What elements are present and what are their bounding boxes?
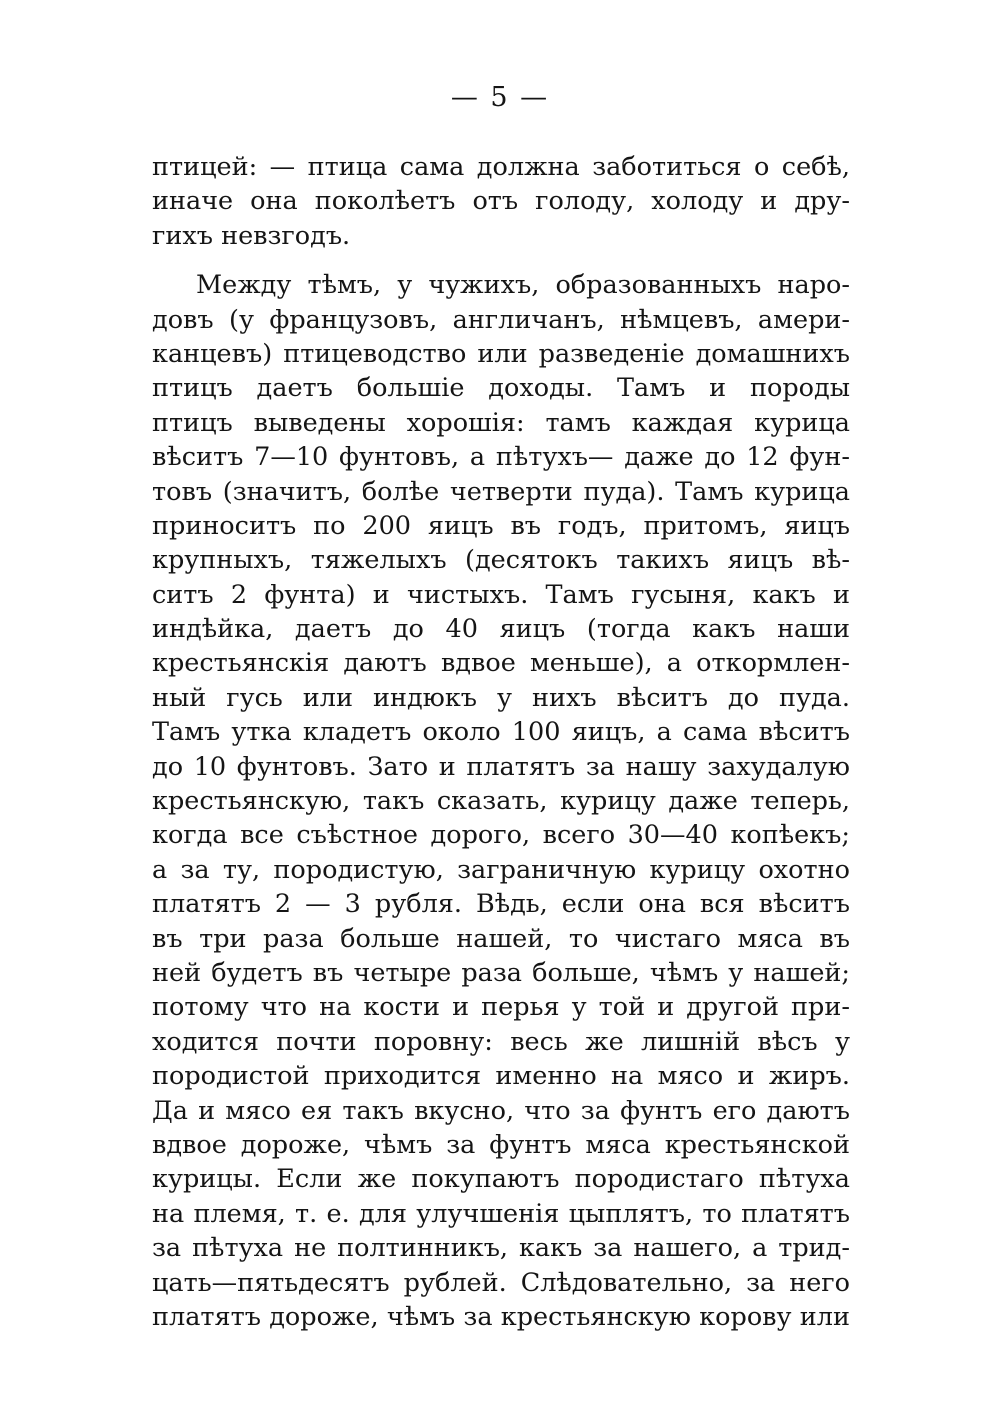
text-line: птицъ даетъ большіе доходы. Тамъ и породы bbox=[152, 373, 850, 404]
text-line: иначе она поколѣетъ отъ голоду, холоду и дру- bbox=[152, 186, 850, 217]
text-line: платятъ 2 — 3 рубля. Вѣдь, если она вся вѣситъ bbox=[152, 889, 850, 920]
paragraph-continuation bbox=[152, 150, 850, 253]
text-line: вѣситъ 7—10 фунтовъ, а пѣтухъ— даже до 12 фун- bbox=[152, 442, 850, 473]
text-line: породистой приходится именно на мясо и жиръ. bbox=[152, 1061, 850, 1092]
text-line: курицы. Если же покупаютъ породистаго пѣтуха bbox=[152, 1164, 850, 1195]
text-line: когда все съѣстное дорого, всего 30—40 копѣекъ; bbox=[152, 820, 850, 851]
text-line: вдвое дороже, чѣмъ за фунтъ мяса крестьянской bbox=[152, 1129, 850, 1160]
text-line: платятъ дороже, чѣмъ за крестьянскую корову или bbox=[152, 1301, 850, 1332]
text-line: довъ (у французовъ, англичанъ, нѣмцевъ, амери- bbox=[152, 304, 850, 335]
text-line: товъ (значитъ, болѣе четверти пуда). Тамъ курица bbox=[152, 476, 850, 507]
page-number: — 5 — bbox=[450, 82, 550, 113]
text-line: Да и мясо ея такъ вкусно, что за фунтъ его даютъ bbox=[152, 1095, 850, 1126]
text-line: крупныхъ, тяжелыхъ (десятокъ такихъ яицъ вѣ- bbox=[152, 545, 850, 576]
text-line: ный гусь или индюкъ у нихъ вѣситъ до пуда. bbox=[152, 682, 850, 713]
paragraph-spacing bbox=[152, 253, 850, 268]
text-line: канцевъ) птицеводство или разведеніе домашнихъ bbox=[152, 338, 850, 369]
text-line: крестьянскія даютъ вдвое меньше), а откормлен- bbox=[152, 648, 850, 679]
text-line: ней будетъ въ четыре раза больше, чѣмъ у нашей; bbox=[152, 957, 850, 988]
text-line: индѣйка, даетъ до 40 яицъ (тогда какъ наши bbox=[152, 614, 850, 645]
text-line: цать—пятьдесятъ рублей. Слѣдовательно, за него bbox=[152, 1267, 850, 1298]
text-line: Между тѣмъ, у чужихъ, образованныхъ наро- bbox=[196, 270, 850, 301]
text-line: птицъ выведены хорошія: тамъ каждая курица bbox=[152, 407, 850, 438]
text-line: до 10 фунтовъ. Зато и платятъ за нашу захудалую bbox=[152, 751, 850, 782]
text-line: ходится почти поровну: весь же лишній вѣсъ у bbox=[152, 1026, 850, 1057]
text-line: крестьянскую, такъ сказать, курицу даже теперь, bbox=[152, 786, 850, 817]
paragraph-main bbox=[152, 268, 850, 1334]
text-line: Тамъ утка кладетъ около 100 яицъ, а сама вѣситъ bbox=[152, 717, 850, 748]
text-line: приноситъ по 200 яицъ въ годъ, притомъ, яицъ bbox=[152, 510, 850, 541]
text-line: за пѣтуха не полтинникъ, какъ за нашего, а трид- bbox=[152, 1233, 850, 1264]
text-line: на племя, т. е. для улучшенія цыплятъ, то платятъ bbox=[152, 1198, 850, 1229]
text-line: гихъ невзгодъ. bbox=[152, 220, 351, 251]
text-line: въ три раза больше нашей, то чистаго мяса въ bbox=[152, 923, 850, 954]
text-line: а за ту, породистую, заграничную курицу охотно bbox=[152, 854, 850, 885]
text-line: ситъ 2 фунта) и чистыхъ. Тамъ гусыня, какъ и bbox=[152, 579, 850, 610]
body-text bbox=[152, 150, 850, 1334]
text-line: птицей: — птица сама должна заботиться о себѣ, bbox=[152, 152, 850, 182]
text-line: потому что на кости и перья у той и другой при- bbox=[152, 992, 850, 1023]
